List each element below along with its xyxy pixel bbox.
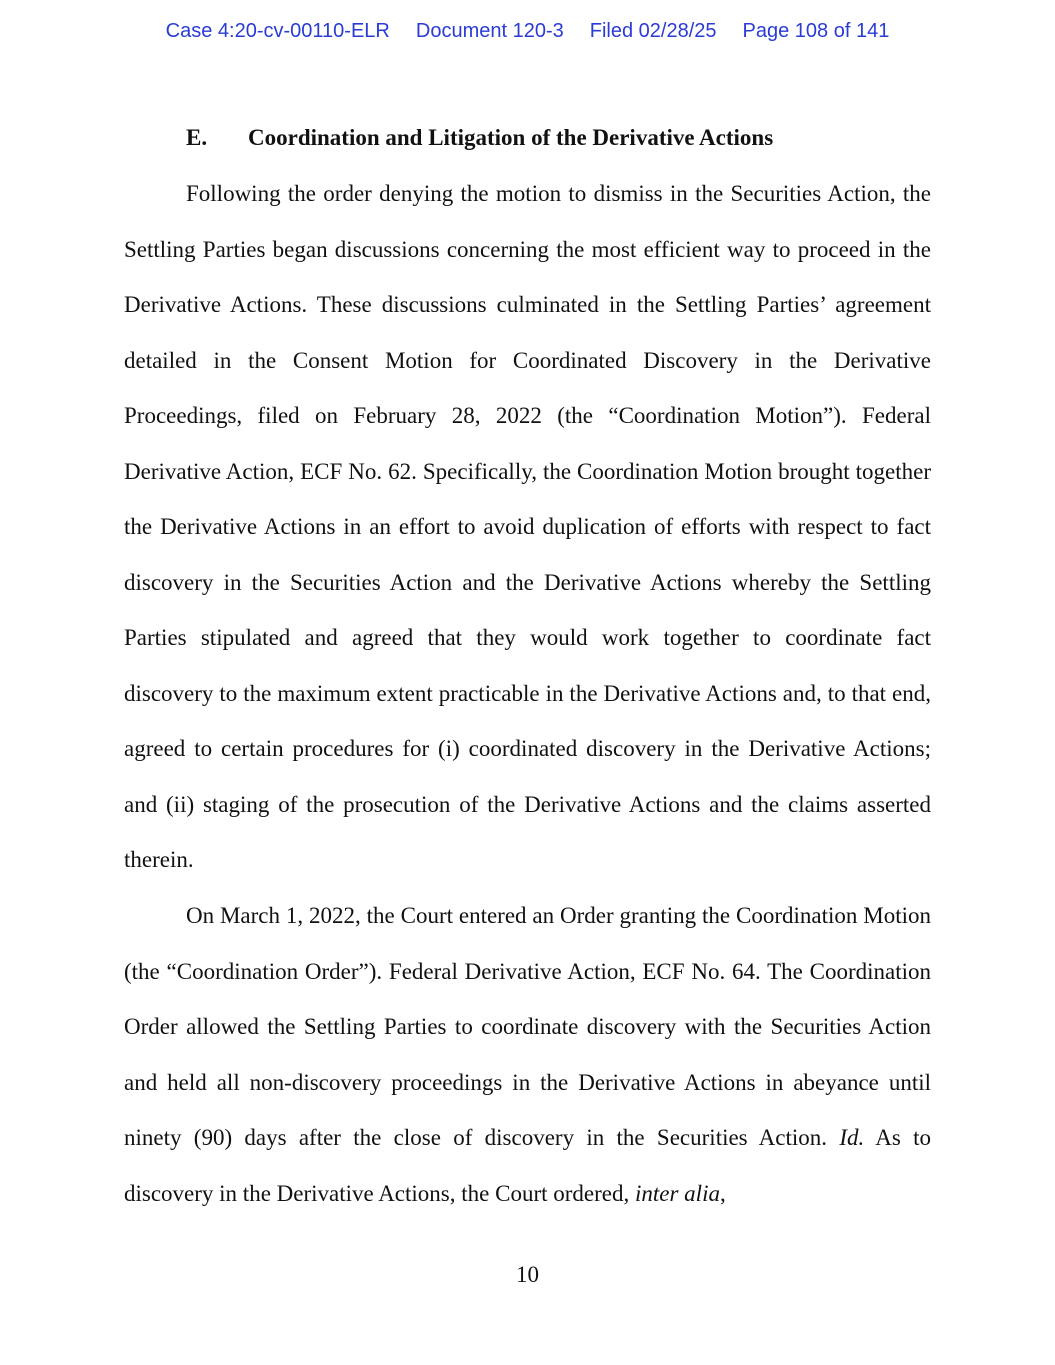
ecf-header (0, 20, 1055, 43)
body-paragraph-1 (124, 166, 931, 888)
paragraph-text (124, 888, 931, 1221)
paragraph-text-segment: , (719, 1180, 726, 1206)
paragraph-text: Following the order denying the motion to dismiss in the Securities Action, the Settling Parties began discussions concerning the most efficient way to proceed in the Derivative Actions. These discussions culminated in the Settling Parties’ agreement detailed in the Consent Motion for Coordinated Discovery in the Derivative Proceedings, filed on February 28, 2022 (the “Coordination Motion”). Federal Derivative Action, ECF No. 62. Specifically, the Coordination Motion brought together the Derivative Actions in an effort to avoid duplication of efforts with respect to fact discovery in the Securities Action and the Derivative Actions whereby the Settling Parties stipulated and agreed that they would work together to coordinate fact discovery to the maximum extent practicable in the Derivative Actions and, to that end, agreed to certain procedures for (i) coordinated discovery in the Derivative Actions; and (ii) staging of the prosecution of the Derivative Actions and the claims asserted therein. (124, 181, 931, 872)
section-letter: E. (186, 125, 208, 150)
ecf-page-count: Page 108 of 141 (742, 20, 890, 42)
section-title: Coordination and Litigation of the Derivative Actions (248, 125, 774, 150)
paragraph-text-segment: As to discovery in the Derivative Actions, the Court ordered, (124, 1125, 932, 1206)
ecf-case-number: Case 4:20-cv-00110-ELR (165, 20, 390, 42)
body-paragraph-2 (124, 888, 931, 1221)
inter-alia-phrase: inter alia (634, 1180, 720, 1206)
paragraph-text-segment: On March 1, 2022, the Court entered an Order granting the Coordination Motion (the “Coordination Order”). Federal Derivative Action, ECF No. 64. The Coordination Order allowed the Settling Parties to coordinate discovery with the Securities Action and held all non-discovery proceedings in the Derivative Actions in abeyance until ninety (90) days after the close of discovery in the Securities Action. (124, 903, 931, 1150)
section-heading (186, 125, 773, 151)
ecf-filed-date: Filed 02/28/25 (589, 20, 717, 42)
id-citation: Id. (839, 1125, 865, 1150)
page-number: 10 (516, 1262, 539, 1287)
ecf-document-number: Document 120-3 (415, 20, 564, 42)
